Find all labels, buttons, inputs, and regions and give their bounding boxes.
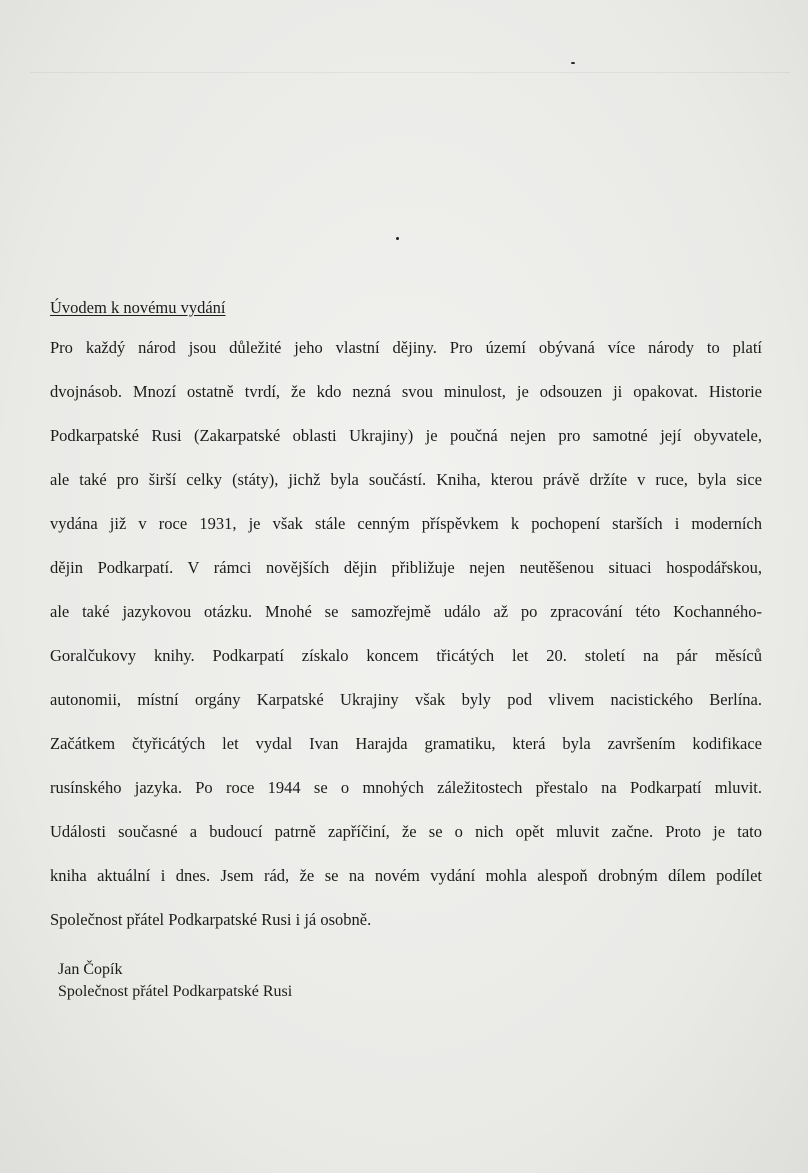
paragraph-line: Goralčukovy knihy. Podkarpatí získalo koncem třicátých let 20. století na pár měsíců — [50, 646, 762, 665]
paragraph-line: vydána již v roce 1931, je však stále cenným příspěvkem k pochopení starších i moderních — [50, 514, 762, 533]
paragraph-line: Události současné a budoucí patrně zapříčiní, že se o nich opět mluvit začne. Proto je tato — [50, 822, 762, 841]
paragraph-line: rusínského jazyka. Po roce 1944 se o mnohých záležitostech přestalo na Podkarpatí mluvit. — [50, 778, 762, 797]
paragraph-line: autonomii, místní orgány Karpatské Ukrajiny však byly pod vlivem nacistického Berlína. — [50, 690, 762, 709]
signature-block — [58, 959, 292, 1003]
signature-organization: Společnost přátel Podkarpatské Rusi — [58, 983, 293, 1000]
paragraph-line: ale také jazykovou otázku. Mnohé se samozřejmě událo až po zpracování této Kochanného- — [50, 602, 762, 621]
paragraph-line: Společnost přátel Podkarpatské Rusi i já osobně. — [50, 910, 372, 929]
document-heading: Úvodem k novému vydání — [50, 298, 226, 317]
paragraph-line: Pro každý národ jsou důležité jeho vlastní dějiny. Pro území obývaná více národy to platí — [50, 338, 762, 357]
ink-speck — [571, 62, 575, 64]
paragraph-line: ale také pro širší celky (státy), jichž byla součástí. Kniha, kterou právě držíte v ruce, byla sice — [50, 470, 762, 489]
paragraph-line: dvojnásob. Mnozí ostatně tvrdí, že kdo nezná svou minulost, je odsouzen ji opakovat. Historie — [50, 382, 762, 401]
paragraph-line: kniha aktuální i dnes. Jsem rád, že se na novém vydání mohla alespoň drobným dílem podílet — [50, 866, 762, 885]
page-fold-line — [30, 72, 790, 73]
paragraph-line: dějin Podkarpatí. V rámci novějších dějin přibližuje nejen neutěšenou situaci hospodářskou, — [50, 558, 762, 577]
document-body — [50, 326, 762, 942]
signature-name: Jan Čopík — [58, 961, 123, 978]
ink-speck — [396, 237, 399, 240]
paragraph-line: Začátkem čtyřicátých let vydal Ivan Harajda gramatiku, která byla završením kodifikace — [50, 734, 762, 753]
paragraph-line: Podkarpatské Rusi (Zakarpatské oblasti Ukrajiny) je poučná nejen pro samotné její obyvatele, — [50, 426, 762, 445]
